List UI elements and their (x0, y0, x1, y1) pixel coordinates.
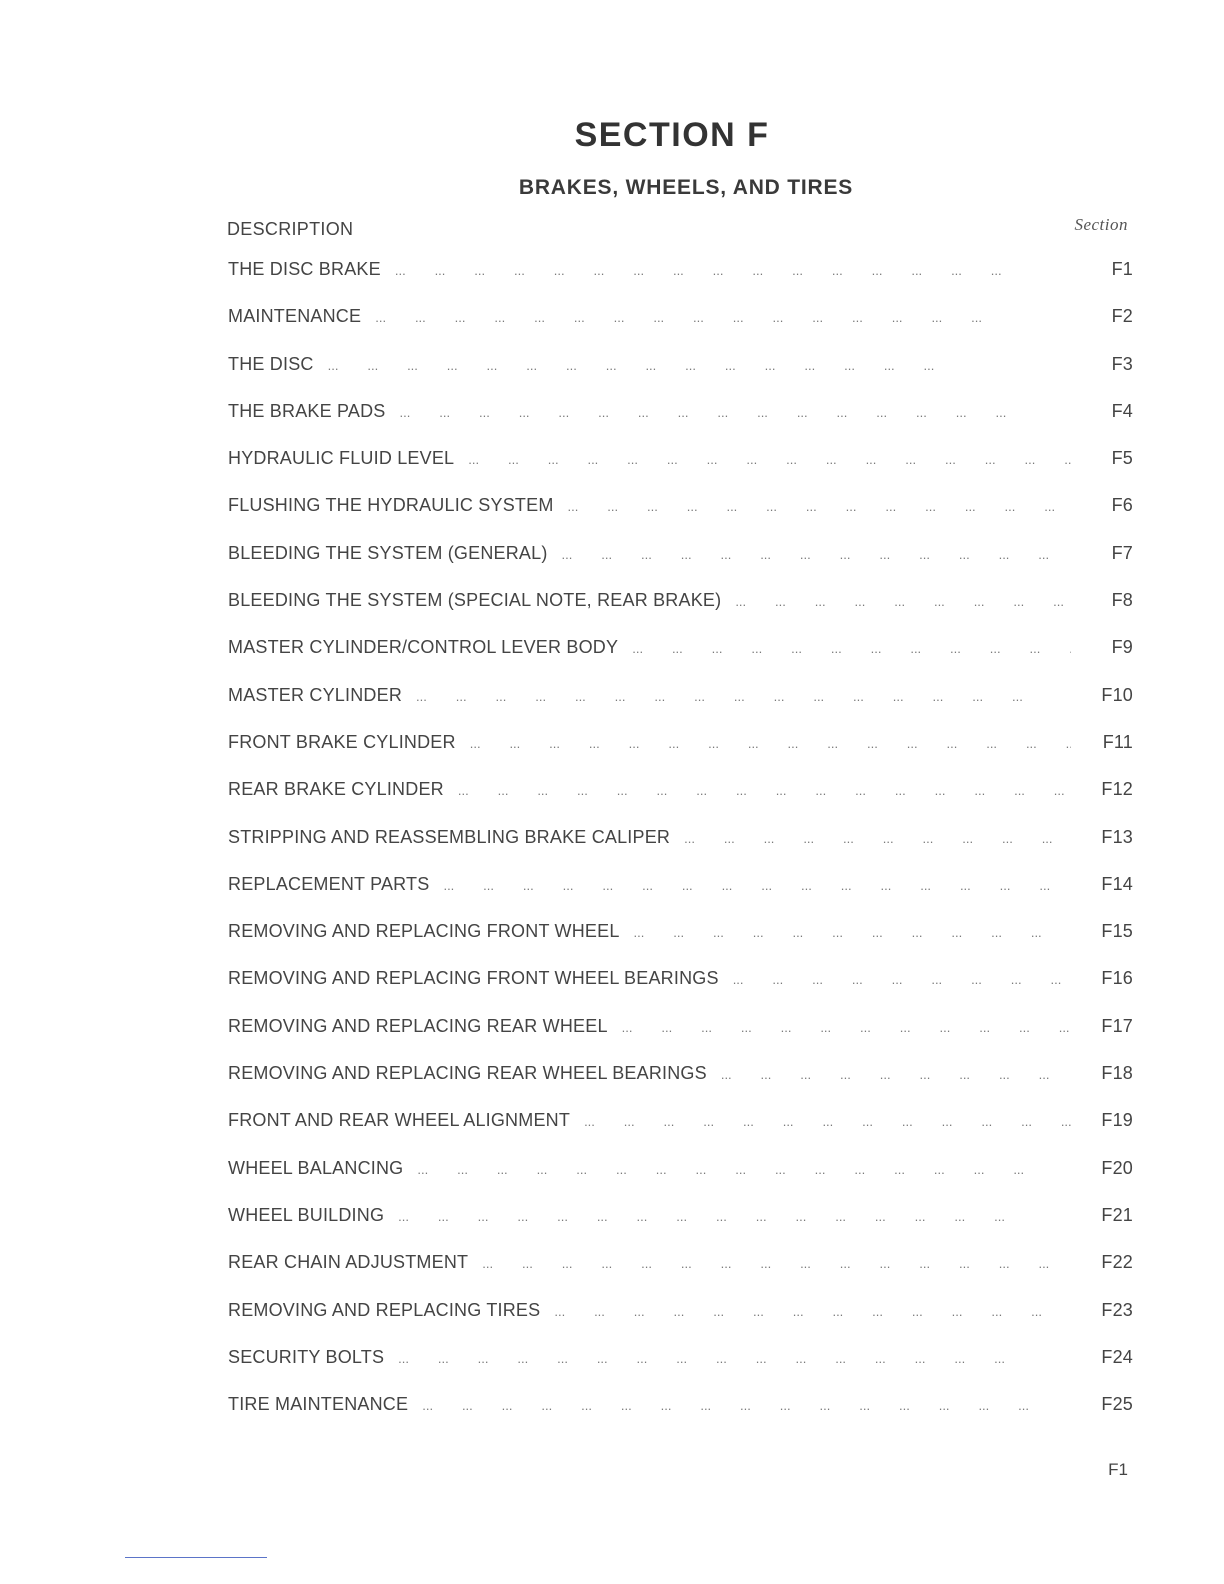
dot-leader (417, 1146, 1071, 1193)
toc-entry-label: BLEEDING THE SYSTEM (GENERAL) (228, 542, 548, 563)
toc-entry-label: REMOVING AND REPLACING FRONT WHEEL BEARINGS (228, 968, 719, 989)
toc-row (228, 341, 1133, 388)
toc-section-ref: F3 (1111, 353, 1133, 374)
toc-entry-label: STRIPPING AND REASSEMBLING BRAKE CALIPER (228, 826, 671, 847)
dot-leader (554, 1288, 1071, 1335)
toc-section-ref: F5 (1111, 448, 1133, 469)
dot-leader (735, 578, 1071, 625)
toc-row (228, 482, 1133, 529)
toc-entry-label: THE DISC BRAKE (228, 259, 381, 279)
toc-row (228, 814, 1133, 861)
toc-entry-label: HYDRAULIC FLUID LEVEL (228, 448, 455, 469)
toc-section-ref: F22 (1101, 1252, 1133, 1273)
dot-leader (395, 247, 1071, 294)
dot-leader (721, 1051, 1071, 1098)
toc-row (228, 1287, 1133, 1334)
toc-section-ref: F19 (1101, 1110, 1133, 1131)
dot-leader (470, 720, 1071, 767)
toc-row (228, 1050, 1133, 1097)
toc-entry-label: REAR BRAKE CYLINDER (228, 779, 444, 800)
dot-leader (684, 815, 1071, 862)
toc-entry-label: TIRE MAINTENANCE (228, 1394, 409, 1415)
dot-leader (398, 1193, 1071, 1240)
toc-entry-label: REMOVING AND REPLACING TIRES (228, 1299, 541, 1320)
toc-entry-label: REMOVING AND REPLACING REAR WHEEL (228, 1015, 608, 1036)
dot-leader (733, 956, 1071, 1003)
toc-entry-label: WHEEL BUILDING (228, 1204, 385, 1225)
toc-section-ref: F9 (1111, 637, 1133, 658)
toc-entry-label: SECURITY BOLTS (228, 1346, 385, 1367)
toc-section-ref: F25 (1101, 1394, 1133, 1415)
toc-row (228, 246, 1133, 293)
toc-row (228, 1145, 1133, 1192)
dot-leader (458, 767, 1071, 814)
toc-section-ref: F1 (1111, 259, 1133, 279)
toc-section-ref: F8 (1111, 590, 1133, 611)
toc-entry-label: THE DISC (228, 353, 314, 374)
toc-row (228, 861, 1133, 908)
toc-row (228, 955, 1133, 1002)
toc-row (228, 672, 1133, 719)
toc-entry-label: MAINTENANCE (228, 306, 362, 327)
toc-section-ref: F13 (1101, 826, 1133, 847)
dot-leader (482, 1240, 1071, 1287)
page-title: SECTION F (574, 116, 770, 154)
dot-leader (632, 625, 1071, 672)
dot-leader (568, 483, 1071, 530)
toc-entry-label: THE BRAKE PADS (228, 400, 386, 421)
dot-leader (584, 1098, 1071, 1145)
dot-leader (400, 389, 1071, 436)
toc-section-ref: F17 (1101, 1015, 1133, 1036)
toc-section-ref: F7 (1111, 542, 1133, 563)
dot-leader (416, 673, 1071, 720)
toc-entry-label: REAR CHAIN ADJUSTMENT (228, 1252, 469, 1273)
toc-section-ref: F12 (1101, 779, 1133, 800)
dot-leader (398, 1335, 1071, 1382)
toc-row (228, 1192, 1133, 1239)
toc-row (228, 908, 1133, 955)
page-number: F1 (1108, 1460, 1128, 1479)
toc-row (228, 388, 1133, 435)
dot-leader (562, 531, 1071, 578)
toc-section-ref: F20 (1101, 1157, 1133, 1178)
toc-section-ref: F10 (1101, 684, 1133, 705)
toc-row (228, 719, 1133, 766)
footer-rule (125, 1557, 267, 1558)
toc-section-ref: F16 (1101, 968, 1133, 989)
toc-section-ref: F21 (1101, 1204, 1133, 1225)
toc-row (228, 1239, 1133, 1286)
toc-row (228, 624, 1133, 671)
dot-leader (443, 862, 1071, 909)
toc-row (228, 1097, 1133, 1144)
toc-entry-label: MASTER CYLINDER/CONTROL LEVER BODY (228, 637, 619, 658)
toc-section-ref: F18 (1101, 1063, 1133, 1084)
toc-entry-label: REMOVING AND REPLACING FRONT WHEEL (228, 921, 620, 942)
toc-entry-label: FRONT BRAKE CYLINDER (228, 731, 456, 752)
toc-section-ref: F2 (1111, 306, 1133, 327)
toc-entry-label: BLEEDING THE SYSTEM (SPECIAL NOTE, REAR BRAKE) (228, 590, 722, 611)
toc-section-ref: F11 (1102, 731, 1133, 752)
table-of-contents (228, 246, 1133, 1428)
dot-leader (634, 909, 1071, 956)
dot-leader (622, 1004, 1071, 1051)
toc-entry-label: MASTER CYLINDER (228, 684, 403, 705)
toc-entry-label: REPLACEMENT PARTS (228, 873, 430, 894)
toc-section-ref: F14 (1101, 873, 1133, 894)
toc-section-ref: F23 (1101, 1299, 1133, 1320)
toc-row (228, 1334, 1133, 1381)
toc-row (228, 1003, 1133, 1050)
toc-entry-label: FRONT AND REAR WHEEL ALIGNMENT (228, 1110, 571, 1131)
section-column-heading: Section (1074, 215, 1128, 234)
dot-leader (468, 436, 1071, 483)
toc-section-ref: F4 (1111, 400, 1133, 421)
toc-row (228, 435, 1133, 482)
dot-leader (422, 1382, 1071, 1429)
toc-row (228, 1381, 1133, 1428)
toc-row (228, 293, 1133, 340)
page-subtitle: BRAKES, WHEELS, AND TIRES (518, 176, 854, 199)
toc-section-ref: F24 (1101, 1346, 1133, 1367)
toc-entry-label: WHEEL BALANCING (228, 1157, 404, 1178)
dot-leader (375, 294, 1071, 341)
toc-row (228, 577, 1133, 624)
toc-entry-label: REMOVING AND REPLACING REAR WHEEL BEARINGS (228, 1063, 707, 1084)
toc-section-ref: F15 (1101, 921, 1133, 942)
toc-entry-label: FLUSHING THE HYDRAULIC SYSTEM (228, 495, 554, 516)
dot-leader (328, 342, 1071, 389)
toc-row (228, 766, 1133, 813)
description-column-heading: DESCRIPTION (227, 219, 354, 239)
toc-section-ref: F6 (1111, 495, 1133, 516)
toc-row (228, 530, 1133, 577)
